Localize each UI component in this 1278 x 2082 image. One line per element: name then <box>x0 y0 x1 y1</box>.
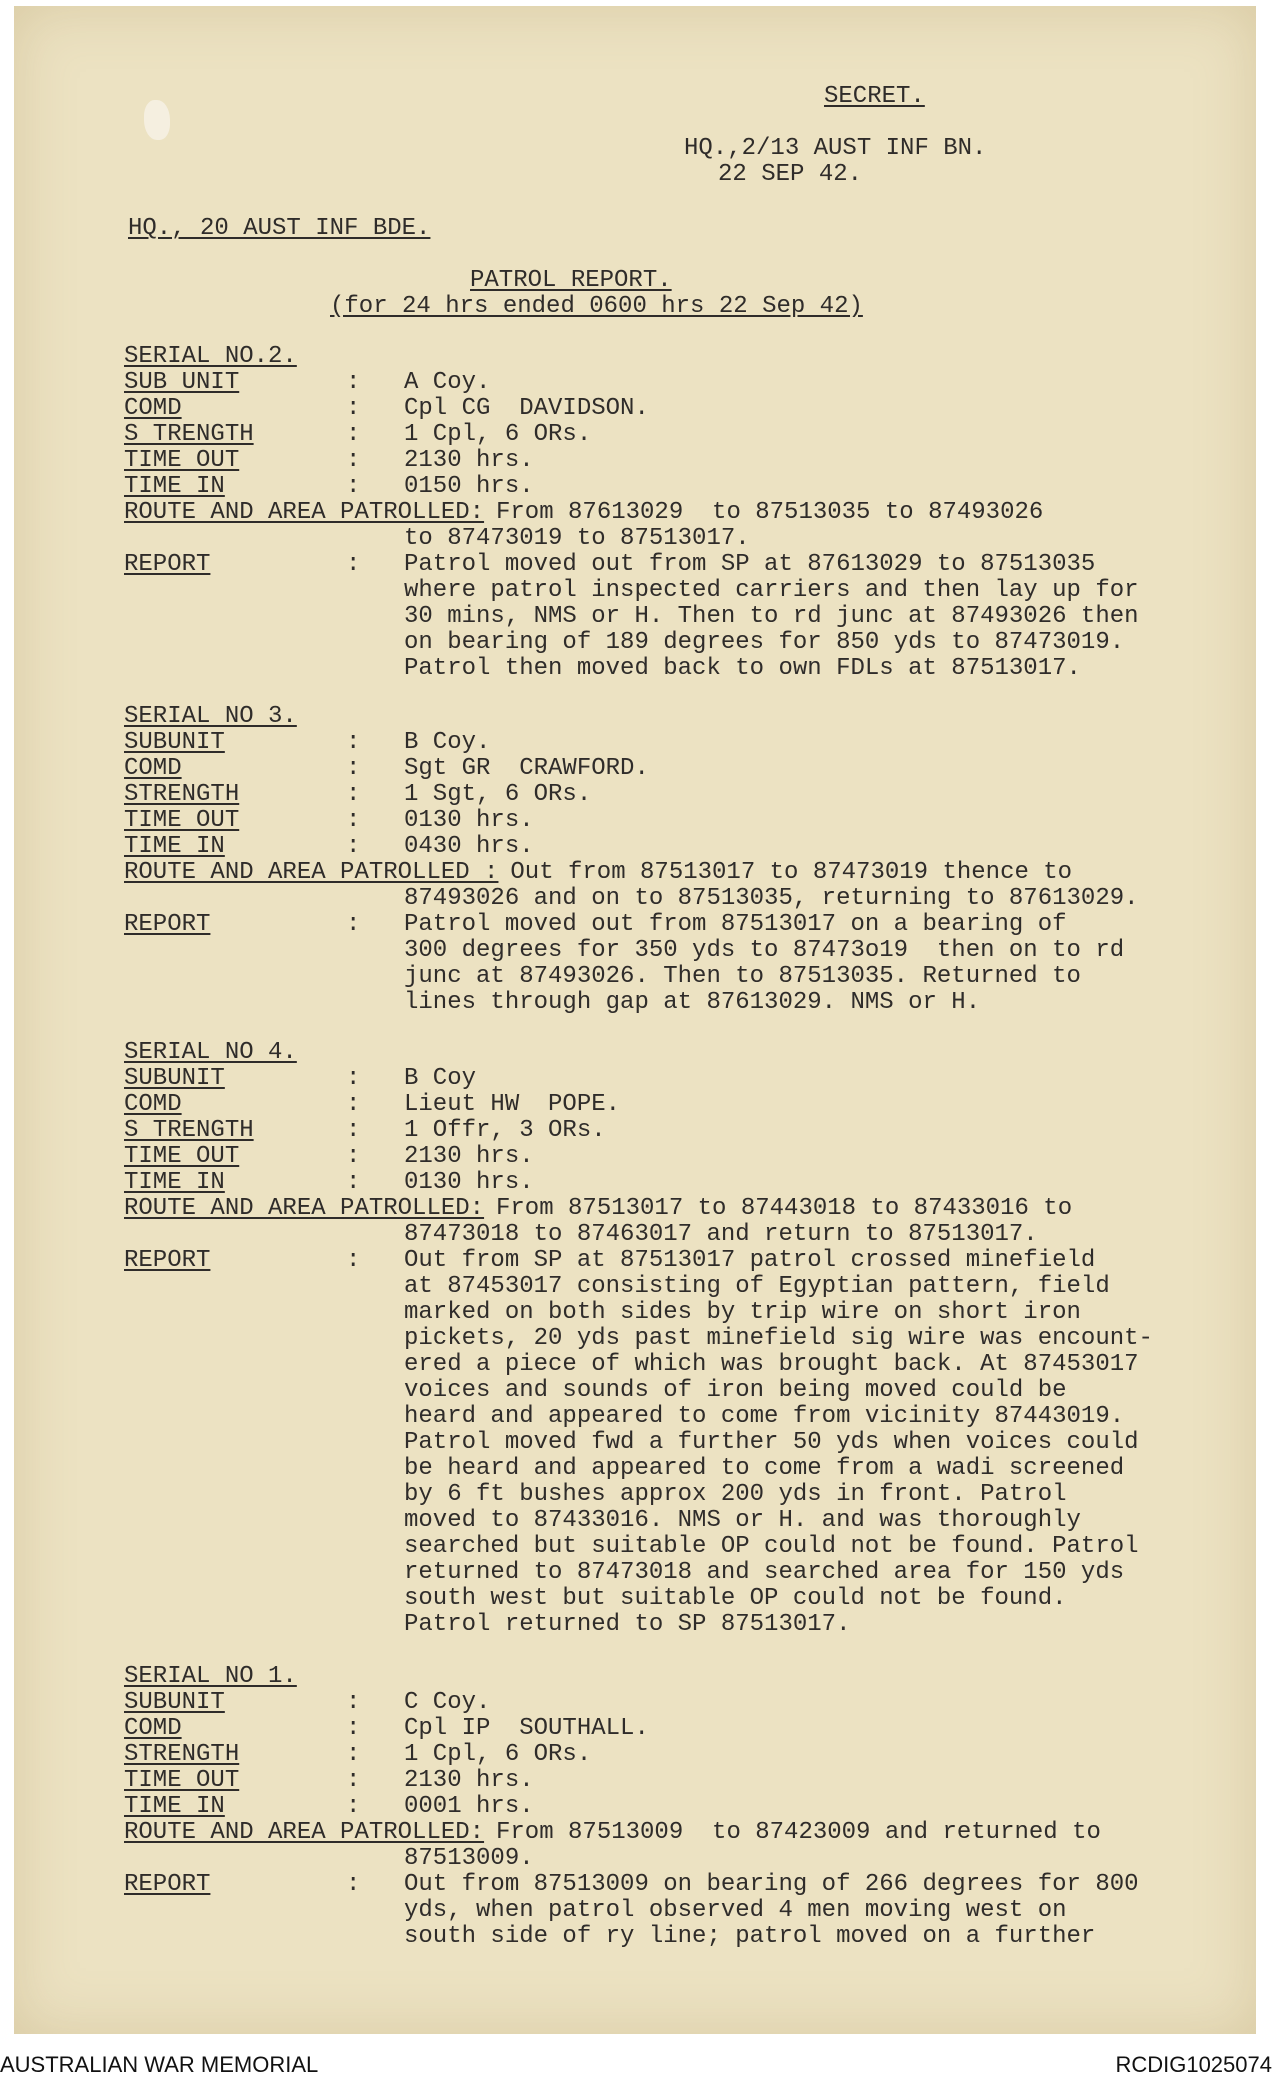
field-row <box>124 807 534 834</box>
field-row <box>124 1091 621 1118</box>
field-row <box>124 473 534 500</box>
report-row <box>124 1923 1096 1950</box>
field-row <box>124 1741 592 1768</box>
report-row <box>124 577 1139 604</box>
field-colon: : <box>346 447 361 474</box>
field-label: TIME IN <box>124 833 225 860</box>
route-value: to 87473019 to 87513017. <box>404 525 750 552</box>
report-line: ered a piece of which was brought back. At 87453017 <box>404 1351 1139 1378</box>
serial-heading: SERIAL NO 3. <box>124 703 297 730</box>
report-line: Patrol moved out from SP at 87613029 to 87513035 <box>404 551 1096 578</box>
route-value: 87493026 and on to 87513035, returning to 87613029. <box>404 885 1139 912</box>
report-line: Patrol returned to SP 87513017. <box>404 1611 851 1638</box>
report-row <box>124 1325 1153 1352</box>
route-label: ROUTE AND AREA PATROLLED: <box>124 499 485 526</box>
report-subtitle: (for 24 hrs ended 0600 hrs 22 Sep 42) <box>330 293 863 320</box>
report-row <box>124 1611 851 1638</box>
field-colon: : <box>346 1793 361 1820</box>
serial-block <box>124 1663 1139 1950</box>
report-row <box>124 1585 1067 1612</box>
field-value: 2130 hrs. <box>404 1143 534 1170</box>
field-value: 0430 hrs. <box>404 833 534 860</box>
field-row <box>124 1143 534 1170</box>
report-label: REPORT <box>124 551 211 578</box>
report-row <box>124 1455 1125 1482</box>
report-line: where patrol inspected carriers and then lay up for <box>404 577 1139 604</box>
field-label: COMD <box>124 755 182 782</box>
report-row <box>124 1429 1139 1456</box>
serial-block <box>124 343 1139 682</box>
field-row <box>124 1169 534 1196</box>
report-row <box>124 629 1125 656</box>
footer-archive-name: AUSTRALIAN WAR MEMORIAL <box>0 2052 319 2077</box>
field-row <box>124 447 534 474</box>
field-label: TIME OUT <box>124 1143 240 1170</box>
report-label: REPORT <box>124 1247 211 1274</box>
report-row <box>124 1533 1139 1560</box>
report-line: lines through gap at 87613029. NMS or H. <box>404 989 981 1016</box>
field-value: 0150 hrs. <box>404 473 534 500</box>
field-label: COMD <box>124 1091 182 1118</box>
report-line: be heard and appeared to come from a wadi screened <box>404 1455 1125 1482</box>
field-colon: : <box>346 807 361 834</box>
route-row <box>124 859 1073 886</box>
field-row <box>124 369 491 396</box>
field-value: 2130 hrs. <box>404 1767 534 1794</box>
field-label: TIME IN <box>124 473 225 500</box>
serial-heading: SERIAL NO.2. <box>124 343 297 370</box>
report-line: Patrol moved out from 87513017 on a bearing of <box>404 911 1067 938</box>
route-row <box>124 1195 1073 1222</box>
field-label: SUBUNIT <box>124 1689 225 1716</box>
field-colon: : <box>346 729 361 756</box>
field-colon: : <box>346 1715 361 1742</box>
field-value: 1 Sgt, 6 ORs. <box>404 781 592 808</box>
report-line: junc at 87493026. Then to 87513035. Returned to <box>404 963 1081 990</box>
report-row <box>124 989 981 1016</box>
report-line: voices and sounds of iron being moved could be <box>404 1377 1067 1404</box>
report-line: 300 degrees for 350 yds to 87473o19 then on to rd <box>404 937 1125 964</box>
report-row <box>124 1559 1125 1586</box>
route-value: From 87613029 to 87513035 to 87493026 <box>496 499 1044 526</box>
field-row <box>124 781 592 808</box>
report-line: Out from 87513009 on bearing of 266 degrees for 800 <box>404 1871 1139 1898</box>
field-value: B Coy <box>404 1065 477 1092</box>
field-label: COMD <box>124 395 182 422</box>
report-line: returned to 87473018 and searched area for 150 yds <box>404 1559 1125 1586</box>
report-line: heard and appeared to come from vicinity 87443019. <box>404 1403 1125 1430</box>
field-value: Cpl CG DAVIDSON. <box>404 395 649 422</box>
field-colon: : <box>346 369 361 396</box>
report-line: Patrol then moved back to own FDLs at 87513017. <box>404 655 1081 682</box>
report-line: searched but suitable OP could not be found. Patrol <box>404 1533 1139 1560</box>
serial-block <box>124 703 1139 1016</box>
route-value: 87513009. <box>404 1845 534 1872</box>
field-colon: : <box>346 833 361 860</box>
report-date: 22 SEP 42. <box>718 161 863 188</box>
field-row <box>124 1689 491 1716</box>
field-colon: : <box>346 1117 361 1144</box>
route-value: 87473018 to 87463017 and return to 87513017. <box>404 1221 1038 1248</box>
field-label: TIME IN <box>124 1169 225 1196</box>
report-row <box>124 911 1067 938</box>
report-line: 30 mins, NMS or H. Then to rd junc at 87493026 then <box>404 603 1139 630</box>
field-colon: : <box>346 395 361 422</box>
route-row <box>124 885 1139 912</box>
document-page <box>14 6 1256 2034</box>
to-unit: HQ., 20 AUST INF BDE. <box>128 215 431 242</box>
field-value: Cpl IP SOUTHALL. <box>404 1715 649 1742</box>
field-label: TIME OUT <box>124 807 240 834</box>
field-value: Sgt GR CRAWFORD. <box>404 755 649 782</box>
report-row <box>124 963 1081 990</box>
report-row <box>124 1247 1096 1274</box>
route-row <box>124 499 1044 526</box>
field-row <box>124 1793 534 1820</box>
field-row <box>124 421 592 448</box>
report-row <box>124 603 1139 630</box>
route-row <box>124 525 750 552</box>
field-label: S TRENGTH <box>124 421 254 448</box>
field-label: COMD <box>124 1715 182 1742</box>
report-row <box>124 1351 1139 1378</box>
field-colon: : <box>346 755 361 782</box>
field-value: 0001 hrs. <box>404 1793 534 1820</box>
report-line: Out from SP at 87513017 patrol crossed minefield <box>404 1247 1096 1274</box>
report-colon: : <box>346 1871 361 1898</box>
field-value: A Coy. <box>404 369 491 396</box>
field-colon: : <box>346 1689 361 1716</box>
classification: SECRET. <box>824 83 925 110</box>
field-row <box>124 729 491 756</box>
route-row <box>124 1845 534 1872</box>
route-value: From 87513009 to 87423009 and returned to <box>496 1819 1101 1846</box>
field-colon: : <box>346 1065 361 1092</box>
route-row <box>124 1221 1038 1248</box>
report-line: at 87453017 consisting of Egyptian pattern, field <box>404 1273 1110 1300</box>
field-label: STRENGTH <box>124 1741 240 1768</box>
report-colon: : <box>346 1247 361 1274</box>
report-line: south west but suitable OP could not be found. <box>404 1585 1067 1612</box>
report-row <box>124 1403 1125 1430</box>
field-colon: : <box>346 1169 361 1196</box>
field-colon: : <box>346 421 361 448</box>
report-row <box>124 1897 1067 1924</box>
route-value: Out from 87513017 to 87473019 thence to <box>510 859 1073 886</box>
report-row <box>124 1481 1067 1508</box>
field-label: SUBUNIT <box>124 1065 225 1092</box>
field-colon: : <box>346 1091 361 1118</box>
field-value: B Coy. <box>404 729 491 756</box>
report-line: Patrol moved fwd a further 50 yds when voices could <box>404 1429 1139 1456</box>
field-value: 1 Offr, 3 ORs. <box>404 1117 606 1144</box>
route-row <box>124 1819 1101 1846</box>
field-row <box>124 1117 606 1144</box>
report-line: marked on both sides by trip wire on short iron <box>404 1299 1081 1326</box>
field-row <box>124 1767 534 1794</box>
report-row <box>124 1871 1139 1898</box>
field-colon: : <box>346 1767 361 1794</box>
report-row <box>124 551 1096 578</box>
report-line: moved to 87433016. NMS or H. and was thoroughly <box>404 1507 1081 1534</box>
field-value: 1 Cpl, 6 ORs. <box>404 421 592 448</box>
field-value: C Coy. <box>404 1689 491 1716</box>
field-label: SUBUNIT <box>124 729 225 756</box>
report-colon: : <box>346 911 361 938</box>
field-label: S TRENGTH <box>124 1117 254 1144</box>
field-label: TIME OUT <box>124 447 240 474</box>
field-row <box>124 755 649 782</box>
serial-block <box>124 1039 1153 1638</box>
field-value: 1 Cpl, 6 ORs. <box>404 1741 592 1768</box>
field-value: 2130 hrs. <box>404 447 534 474</box>
field-label: SUB UNIT <box>124 369 240 396</box>
report-row <box>124 937 1125 964</box>
report-line: yds, when patrol observed 4 men moving west on <box>404 1897 1067 1924</box>
report-title: PATROL REPORT. <box>470 267 672 294</box>
field-colon: : <box>346 781 361 808</box>
route-label: ROUTE AND AREA PATROLLED: <box>124 1819 485 1846</box>
field-row <box>124 1715 649 1742</box>
serial-heading: SERIAL NO 1. <box>124 1663 297 1690</box>
footer-reference-id: RCDIG1025074 <box>1115 2052 1272 2077</box>
field-row <box>124 833 534 860</box>
field-value: Lieut HW POPE. <box>404 1091 621 1118</box>
route-label: ROUTE AND AREA PATROLLED : <box>124 859 499 886</box>
field-colon: : <box>346 473 361 500</box>
paper-stain <box>144 100 170 140</box>
route-label: ROUTE AND AREA PATROLLED: <box>124 1195 485 1222</box>
report-row <box>124 1377 1067 1404</box>
field-label: STRENGTH <box>124 781 240 808</box>
field-row <box>124 395 649 422</box>
report-line: south side of ry line; patrol moved on a further <box>404 1923 1096 1950</box>
report-label: REPORT <box>124 911 211 938</box>
field-colon: : <box>346 1741 361 1768</box>
from-unit: HQ.,2/13 AUST INF BN. <box>684 135 987 162</box>
report-row <box>124 1299 1081 1326</box>
serial-heading: SERIAL NO 4. <box>124 1039 297 1066</box>
field-value: 0130 hrs. <box>404 1169 534 1196</box>
report-row <box>124 655 1081 682</box>
report-label: REPORT <box>124 1871 211 1898</box>
field-value: 0130 hrs. <box>404 807 534 834</box>
route-value: From 87513017 to 87443018 to 87433016 to <box>496 1195 1073 1222</box>
field-colon: : <box>346 1143 361 1170</box>
report-line: pickets, 20 yds past minefield sig wire was encount- <box>404 1325 1153 1352</box>
report-row <box>124 1507 1081 1534</box>
field-row <box>124 1065 477 1092</box>
report-colon: : <box>346 551 361 578</box>
report-line: by 6 ft bushes approx 200 yds in front. Patrol <box>404 1481 1067 1508</box>
report-line: on bearing of 189 degrees for 850 yds to 87473019. <box>404 629 1125 656</box>
field-label: TIME OUT <box>124 1767 240 1794</box>
report-row <box>124 1273 1110 1300</box>
field-label: TIME IN <box>124 1793 225 1820</box>
